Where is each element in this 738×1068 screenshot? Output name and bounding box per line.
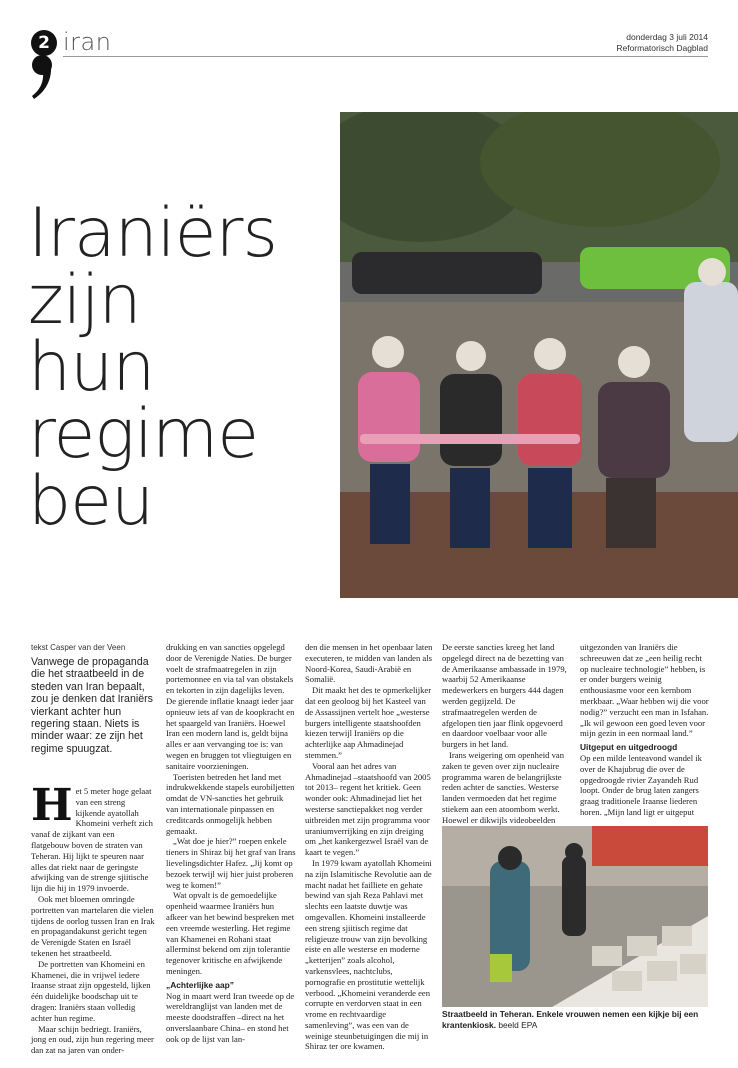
kiosk-photo-illustration (442, 826, 708, 1007)
publication-name: Reformatorisch Dagblad (616, 43, 708, 53)
photo-caption (442, 1009, 710, 1031)
byline: tekst Casper van der Veen (31, 643, 126, 652)
street-photo-illustration (340, 112, 738, 598)
page-number: 2 (31, 30, 57, 56)
paragraph: drukking en van sancties opgelegd door de Verenigde Naties. De burger voelt de strafmaatregelen in zijn portemonnee en via tal van obstakels en tekorten in zijn dagelijks leven. De gierende inflatie knaagt ieder jaar opnieuw iets af van de koopkracht en het spaargeld van Iraniërs. Hoewel Iran een modern land is, geldt bijna alles er aan vervanging toe is: van wegen en bruggen tot vliegtuigen en sanitaire voorzieningen. (166, 642, 295, 771)
paragraph: Ook met bloemen omringde portretten van martelaren die vielen tijdens de oorlog tussen Iran en Irak en propagandakunst gericht tegen de Verenigde Staten en Israël tekenen het straatbeeld. (31, 893, 155, 958)
article-column-4 (442, 642, 572, 836)
date-text: donderdag 3 juli 2014 (626, 32, 708, 42)
paragraph: et 5 meter hoge gelaat van een streng kijkende ayatollah Khomeini verheft zich vanaf de zijkant van een flatgebouw boven de straten van Teheran. Hij lijkt te speuren naar alles dat riekt naar de geringste afwijking van de strenge sjiitische lijn die hij in 1979 invoerde. (31, 786, 153, 894)
headline-line: zijn (28, 261, 141, 340)
paragraph: Nog in maart werd Iran tweede op de wereldranglijst van landen met de meeste doodstraffen –direct na het onverslaanbare China– en stond het ook op de lijst van lan- (166, 990, 295, 1044)
street-photo (340, 112, 738, 598)
article-column-3 (305, 642, 433, 1052)
caption-text: Straatbeeld in Teheran. Enkele vrouwen nemen een kijkje bij een krantenkiosk. (442, 1009, 699, 1030)
issue-date (616, 32, 708, 54)
headline-line: Iraniërs (28, 194, 277, 273)
paragraph: Toeristen betreden het land met indrukwekkende stapels eurobiljetten omdat de VN-sancties het gebruik van internationale pinpassen en creditcards onmogelijk hebben gemaakt. (166, 771, 295, 836)
section-title: iran (63, 28, 112, 56)
photo-credit: beeld EPA (498, 1020, 538, 1030)
paragraph: Dit maakt het des te opmerkelijker dat een geoloog bij het Kasteel van de Assassijnen vertelt hoe „westerse burgers intelligente staatshoofden kiezen terwijl Iraniërs op die achterlijke aap Ahmadinejad stemmen.” (305, 685, 432, 760)
paragraph: „Wat doe je hier?” roepen enkele tieners in Shiraz bij het graf van Irans lievelingsdichter Hafez. „Jij komt op bezoek terwijl wij hier juist proberen weg te komen!” (166, 836, 296, 890)
paragraph: De portretten van Khomeini en Khamenei, die in vrijwel iedere Iraanse straat zijn opgesteld, lijken één duidelijke boodschap uit te dragen: Iraniërs staan volledig achter hun regime. (31, 958, 151, 1023)
paragraph: den die mensen in het openbaar laten executeren, te midden van landen als Noord-Korea, Saudi-Arabië en Somalië. (305, 642, 433, 685)
headline-line: hun (28, 328, 155, 407)
article-column-1 (31, 780, 155, 1056)
article-column-2 (166, 642, 296, 1044)
paragraph: Wat opvalt is de gemoedelijke openheid waarmee Iraniërs hun afkeer van het bewind bespreken met een vreemde westerling. Het regime van Khamenei en Rohani staat allerminst bekend om zijn tolerantie tegenover kritische en afwijkende meningen. (166, 890, 295, 976)
drop-cap: H (31, 780, 73, 831)
headline-line: beu (28, 462, 154, 541)
headline (28, 194, 338, 541)
intro-text: Vanwege de propaganda die het straatbeeld in de steden van Iran bepaalt, zou je denken dat Iraniërs vierkant achter hun regering staan. Niets is minder waar: ze zijn het regime spuugzat. (31, 656, 153, 755)
paragraph: Vooral aan het adres van Ahmadinejad –staatshoofd van 2005 tot 2013– regent het kritiek. Geen wonder ook: Ahmadinejad liet het westerse sanctiepakket nog verder uitbreiden met zijn programma voor uraniumverrijking en zijn dreiging om „het kankergezwel Israël van de kaart te vegen.” (305, 760, 431, 858)
headline-line: regime (28, 395, 259, 474)
paragraph: Irans weigering om openheid van zaken te geven over zijn nucleaire programma waren de belangrijkste reden achter de sancties. Westerse landen vermoeden dat het regime stiekem aan een atoombom werkt. Hoewel er dikwijls videobeelden (442, 749, 565, 825)
subheading: „Achterlijke aap” (166, 979, 234, 990)
kiosk-photo (442, 826, 708, 1007)
paragraph: In 1979 kwam ayatollah Khomeini na zijn Islamitische Revolutie aan de macht nadat het failliete en gehate bewind van sjah Reza Pahlavi met slechts een laatste duwtje was omgevallen. Khomeini installeerde een streng sjiitisch regime dat religieuze trouw van zijn bevolking eiste en alle westerse en moderne „ketterijen” zoals alcohol, varkensvlees, nachtclubs, pornografie en prostitutie wettelijk verbood. „Khomeini veranderde een corrupte en verdorven staat in een vrome en rechtvaardige samenleving”, was een van de weinige steunbetuigingen die mij in Shiraz ter ore kwamen. (305, 857, 432, 1052)
paragraph: Maar schijn bedriegt. Iraniërs, jong en oud, zijn hun regering meer dan zat na jaren van onder- (31, 1023, 154, 1056)
comma-logo-icon (31, 54, 53, 100)
subheading: Uitgeput en uitgedroogd (580, 742, 678, 753)
paragraph: uitgezonden van Iraniërs die schreeuwen dat ze „een heilig recht op nucleaire technologie” hebben, is er onder burgers weinig enthousiasme voor een kernbom merkbaar. „Waar hebben wij die voor nodig?” verzucht een man in Isfahan. „Ik wil gewoon een goed leven voor mijn gezin in een normaal land.” (580, 642, 709, 739)
article-column-5 (580, 642, 710, 818)
paragraph: Op een milde lenteavond wandel ik over de Khajubrug die over de opgedroogde rivier Zayandeh Rud loopt. Onder de brug laten zangers graag traditionele Iraanse liederen horen. „Mijn land ligt er uitgeput (580, 752, 702, 817)
header-rule (63, 56, 708, 57)
paragraph: De eerste sancties kreeg het land opgelegd direct na de bezetting van de Amerikaanse ambassade in 1979, waarbij 52 Amerikaanse medewerkers en burgers 444 dagen werden gegijzeld. De strafmaatregelen werden de afgelopen tien jaar flink opgevoerd en daardoor voelbaar voor alle burgers in het land. (442, 642, 567, 750)
